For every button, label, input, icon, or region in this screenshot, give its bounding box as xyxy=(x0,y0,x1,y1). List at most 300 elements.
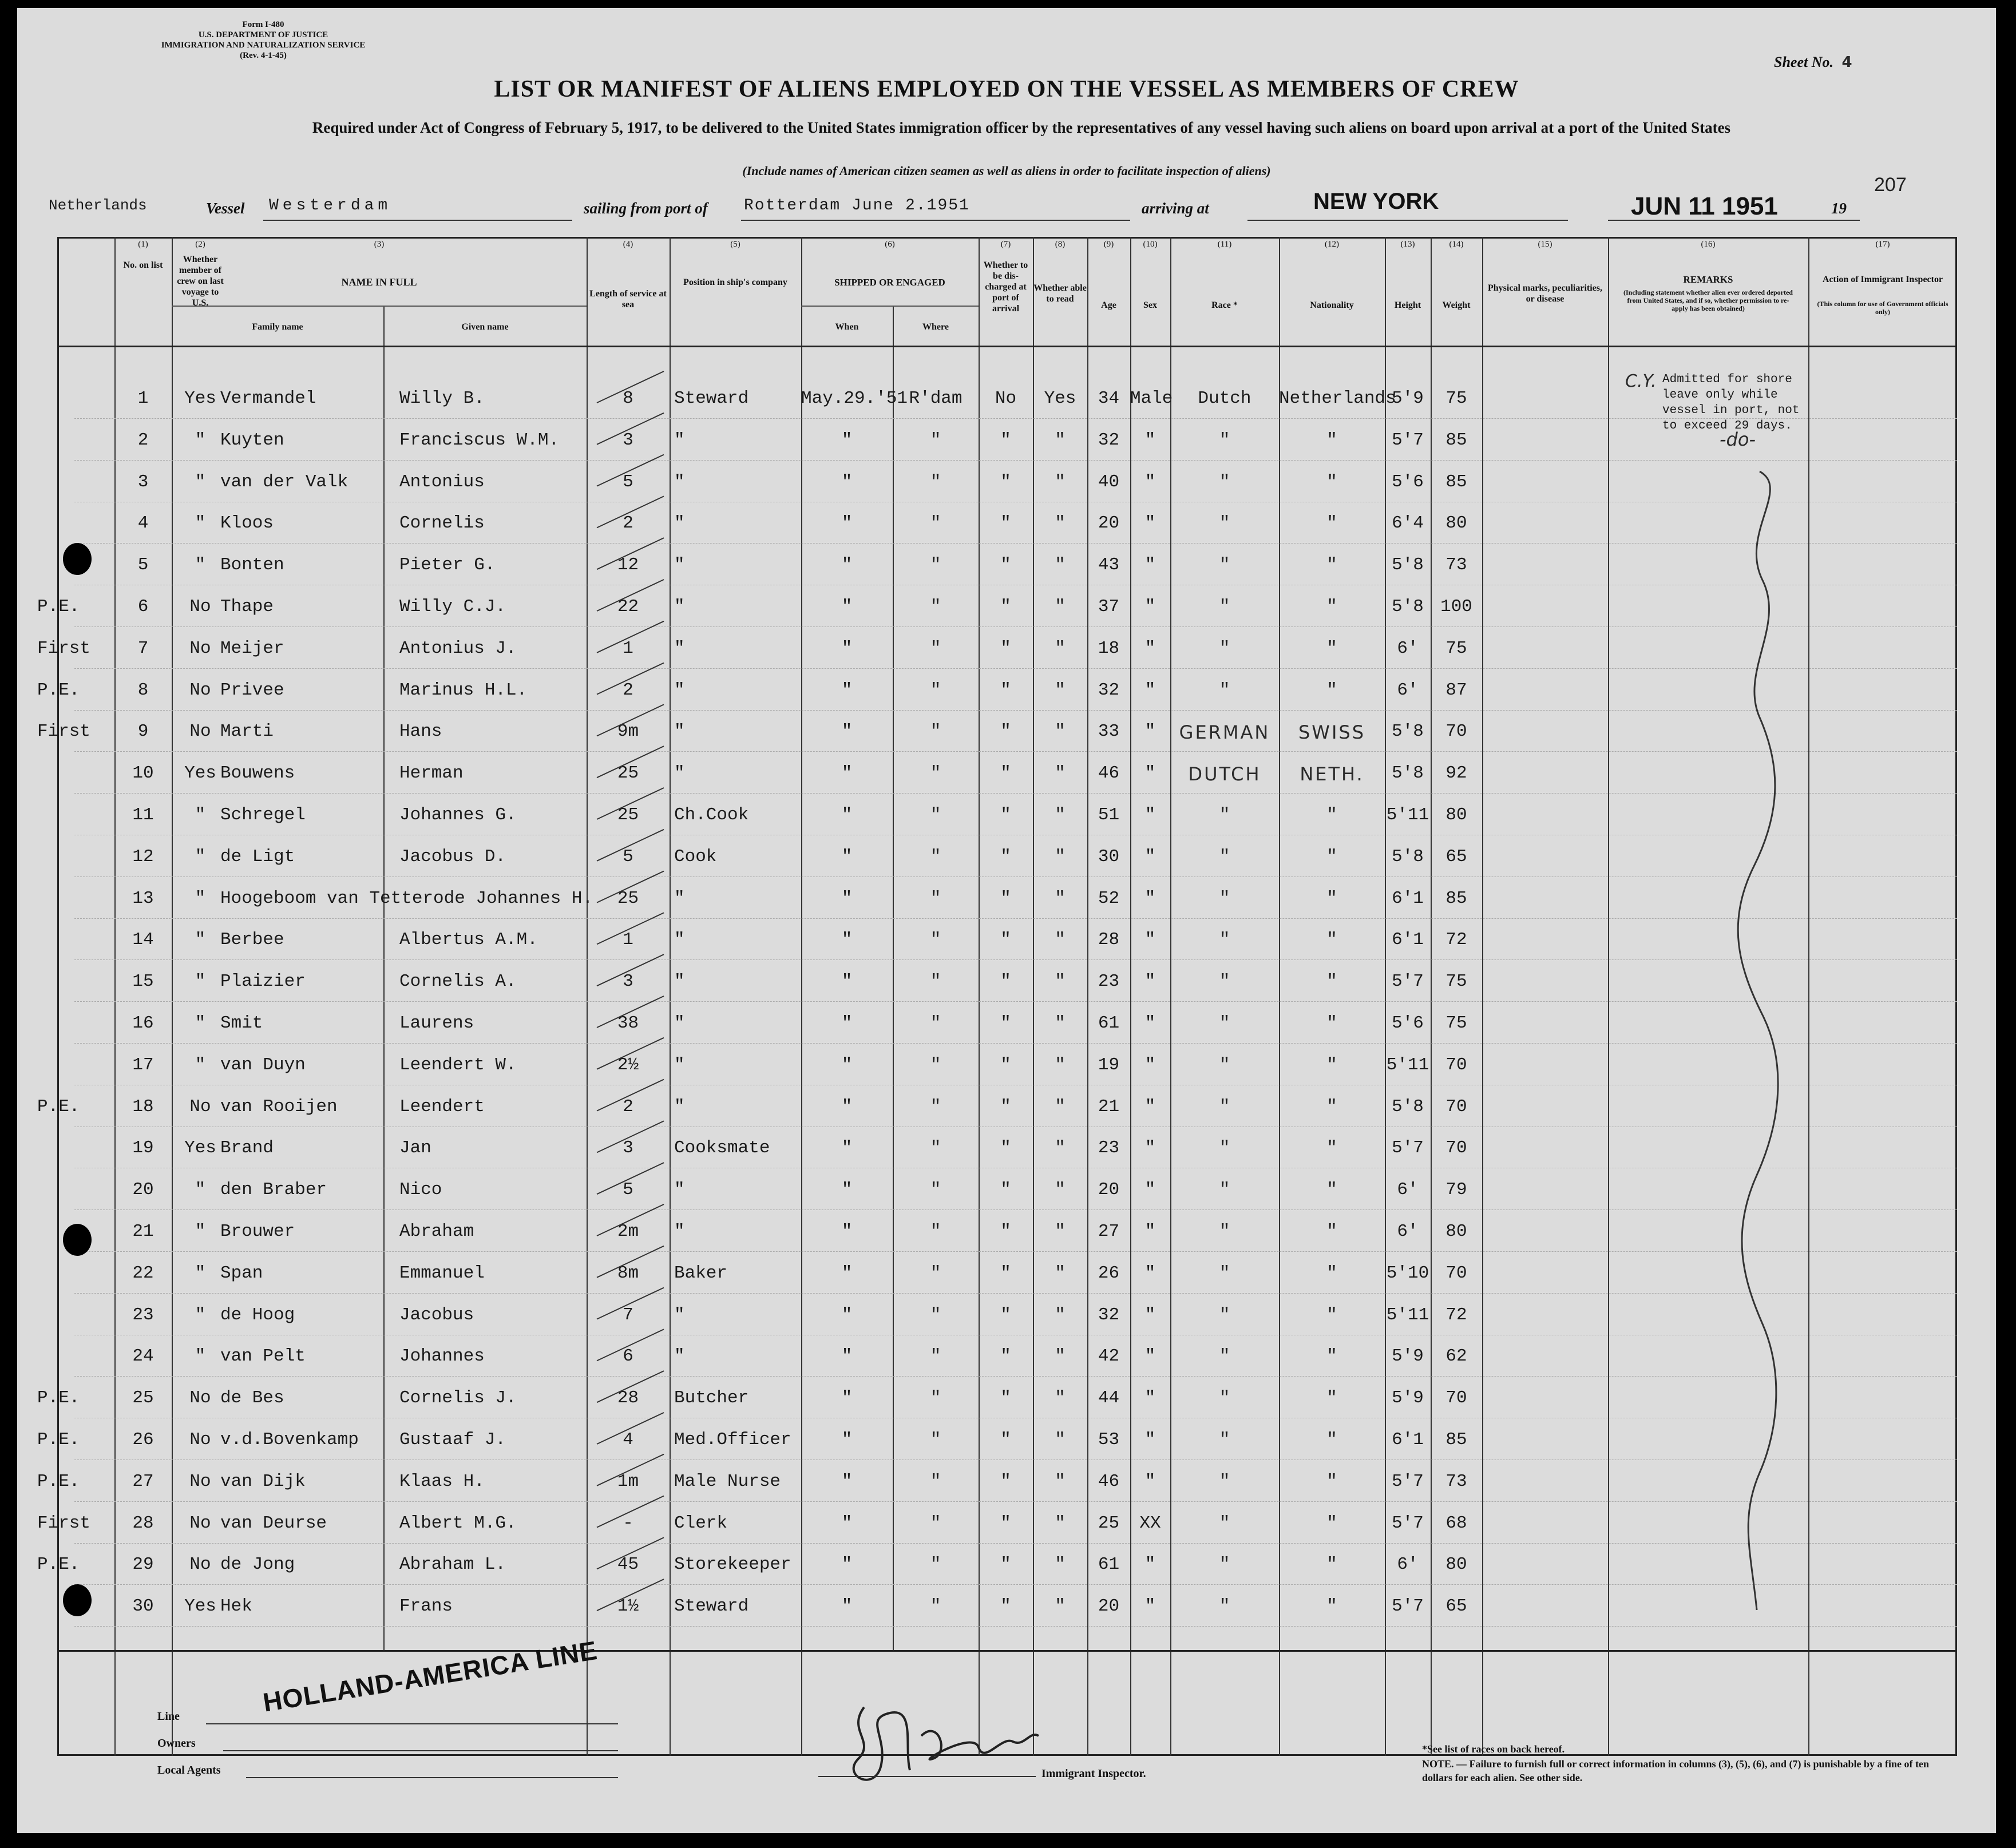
row-sex: " xyxy=(1144,1554,1156,1575)
row-sex: " xyxy=(1144,1263,1156,1283)
row-nationality: " xyxy=(1326,1388,1337,1409)
row-family-name: de Bes xyxy=(220,1388,284,1409)
row-position: " xyxy=(674,513,685,534)
row-length-service: 2m xyxy=(617,1222,639,1242)
row-shipped-when: " xyxy=(841,1346,853,1367)
row-length-service: 1 xyxy=(623,638,633,659)
row-shipped-when: " xyxy=(841,971,853,992)
row-member-last-voyage: No xyxy=(189,1430,211,1450)
row-race: " xyxy=(1219,930,1230,950)
check-mark xyxy=(597,1454,664,1486)
row-discharged: " xyxy=(1000,1138,1011,1159)
row-family-name: Brouwer xyxy=(220,1222,295,1242)
row-shipped-when: " xyxy=(841,471,853,492)
row-weight: 87 xyxy=(1445,680,1467,700)
row-able-to-read: " xyxy=(1055,430,1066,450)
row-able-to-read: " xyxy=(1055,1471,1066,1492)
row-note: P.E. xyxy=(37,1388,80,1409)
row-height: 5'10 xyxy=(1386,1263,1429,1283)
row-member-last-voyage: " xyxy=(195,555,206,576)
check-mark xyxy=(597,1038,664,1069)
row-discharged: " xyxy=(1000,1304,1011,1325)
row-guide-line xyxy=(74,460,1957,461)
row-note: First xyxy=(37,1513,91,1533)
check-mark xyxy=(597,371,664,403)
row-able-to-read: " xyxy=(1055,1304,1066,1325)
row-length-service: 8 xyxy=(623,388,633,409)
row-guide-line xyxy=(74,710,1957,711)
row-discharged: " xyxy=(1000,888,1011,909)
row-height: 5'8 xyxy=(1392,597,1424,617)
row-note: First xyxy=(37,721,91,742)
row-sex: " xyxy=(1144,471,1156,492)
row-family-name: van Duyn xyxy=(220,1054,306,1075)
row-nationality: " xyxy=(1326,1222,1337,1242)
row-member-last-voyage: No xyxy=(189,1471,211,1492)
row-age: 46 xyxy=(1098,763,1120,784)
row-weight: 70 xyxy=(1445,1096,1467,1117)
arrival-date-stamp: JUN 11 1951 xyxy=(1631,192,1778,220)
table-row xyxy=(17,721,1917,763)
row-number: 12 xyxy=(132,846,154,867)
page-title: LIST OR MANIFEST OF ALIENS EMPLOYED ON THE VESSEL AS MEMBERS OF CREW xyxy=(494,76,1519,102)
row-nationality: " xyxy=(1326,680,1337,700)
col-num-16: (16) xyxy=(1701,240,1716,249)
remarks-admitted-note: Admitted for shore leave only while vessel in port, not to exceed 29 days. xyxy=(1662,373,1800,433)
ditto-wavy-line xyxy=(1728,466,1797,1621)
row-family-name: den Braber xyxy=(220,1180,327,1200)
row-member-last-voyage: No xyxy=(189,638,211,659)
row-able-to-read: " xyxy=(1055,888,1066,909)
check-mark xyxy=(597,996,664,1028)
row-member-last-voyage: No xyxy=(189,597,211,617)
row-race: GERMAN xyxy=(1179,721,1270,744)
row-sex: " xyxy=(1144,971,1156,992)
row-number: 8 xyxy=(137,680,149,700)
row-member-last-voyage: No xyxy=(189,721,211,742)
row-race: " xyxy=(1219,471,1230,492)
row-guide-line xyxy=(74,959,1957,960)
row-guide-line xyxy=(74,1251,1957,1252)
row-given-name: Jacobus D. xyxy=(399,846,506,867)
row-sex: " xyxy=(1144,555,1156,576)
row-nationality: " xyxy=(1326,1554,1337,1575)
row-discharged: " xyxy=(1000,1388,1011,1409)
table-row xyxy=(17,1013,1917,1054)
row-member-last-voyage: " xyxy=(195,1263,206,1283)
row-able-to-read: " xyxy=(1055,1513,1066,1533)
row-able-to-read: " xyxy=(1055,721,1066,742)
row-height: 6' xyxy=(1397,1222,1419,1242)
row-guide-line xyxy=(74,1626,1957,1627)
row-nationality: " xyxy=(1326,1096,1337,1117)
row-shipped-when: " xyxy=(841,1013,853,1033)
row-shipped-where: " xyxy=(930,1013,941,1033)
row-position: " xyxy=(674,680,685,700)
row-weight: 75 xyxy=(1445,971,1467,992)
col-num-1: (1) xyxy=(138,240,148,249)
table-row xyxy=(17,1055,1917,1096)
row-discharged: " xyxy=(1000,1096,1011,1117)
row-given-name: Herman xyxy=(399,763,464,784)
row-shipped-where: " xyxy=(930,1471,941,1492)
row-weight: 65 xyxy=(1445,846,1467,867)
row-able-to-read: " xyxy=(1055,1180,1066,1200)
row-race: " xyxy=(1219,597,1230,617)
row-shipped-when: " xyxy=(841,1222,853,1242)
row-shipped-when: " xyxy=(841,513,853,534)
row-guide-line xyxy=(74,1001,1957,1002)
row-position: Med.Officer xyxy=(674,1430,791,1450)
sailing-underline xyxy=(741,220,1130,221)
row-age: 61 xyxy=(1098,1013,1120,1033)
row-race: " xyxy=(1219,1388,1230,1409)
row-weight: 73 xyxy=(1445,555,1467,576)
row-able-to-read: " xyxy=(1055,1013,1066,1033)
row-length-service: 2 xyxy=(623,513,633,534)
row-position: " xyxy=(674,721,685,742)
col-num-5: (5) xyxy=(730,240,740,249)
header-length-service: Length of service at sea xyxy=(589,289,667,310)
row-guide-line xyxy=(74,918,1957,919)
row-position: " xyxy=(674,1054,685,1075)
row-race: " xyxy=(1219,1346,1230,1367)
check-mark xyxy=(597,746,664,778)
row-discharged: " xyxy=(1000,513,1011,534)
table-row xyxy=(17,763,1917,804)
check-mark xyxy=(597,1329,664,1361)
row-shipped-where: " xyxy=(930,930,941,950)
row-weight: 70 xyxy=(1445,1054,1467,1075)
row-position: " xyxy=(674,638,685,659)
row-family-name: Hek xyxy=(220,1596,252,1617)
row-weight: 80 xyxy=(1445,1222,1467,1242)
row-length-service: 2 xyxy=(623,680,633,700)
row-discharged: " xyxy=(1000,1471,1011,1492)
row-length-service: - xyxy=(623,1513,633,1533)
footer-agents-underline xyxy=(246,1777,618,1778)
year-label: 19 xyxy=(1831,200,1847,217)
row-family-name: Kuyten xyxy=(220,430,284,450)
row-family-name: v.d.Bovenkamp xyxy=(220,1430,359,1450)
col-num-13: (13) xyxy=(1400,240,1415,249)
shipped-header-divider xyxy=(801,306,979,307)
row-note: P.E. xyxy=(37,1554,80,1575)
races-note: *See list of races on back hereof. xyxy=(1422,1743,1565,1755)
row-discharged: " xyxy=(1000,1513,1011,1533)
row-race: " xyxy=(1219,430,1230,450)
row-able-to-read: " xyxy=(1055,638,1066,659)
row-member-last-voyage: " xyxy=(195,471,206,492)
row-shipped-when: " xyxy=(841,1596,853,1617)
row-age: 23 xyxy=(1098,1138,1120,1159)
table-row xyxy=(17,1346,1917,1387)
row-able-to-read: " xyxy=(1055,1596,1066,1617)
check-mark xyxy=(597,788,664,819)
table-row xyxy=(17,1097,1917,1138)
col-num-8: (8) xyxy=(1055,240,1066,249)
row-number: 1 xyxy=(137,388,149,409)
row-nationality: " xyxy=(1326,638,1337,659)
row-family-name: van Rooijen xyxy=(220,1096,338,1117)
row-shipped-where: " xyxy=(930,1304,941,1325)
check-mark xyxy=(597,413,664,445)
row-length-service: 3 xyxy=(623,971,633,992)
check-mark xyxy=(597,1121,664,1152)
fine-note xyxy=(1422,1757,1960,1784)
row-guide-line xyxy=(74,793,1957,794)
row-age: 20 xyxy=(1098,1180,1120,1200)
row-able-to-read: " xyxy=(1055,1096,1066,1117)
row-height: 5'7 xyxy=(1392,1138,1424,1159)
row-sex: " xyxy=(1144,1222,1156,1242)
row-length-service: 7 xyxy=(623,1304,633,1325)
row-height: 5'9 xyxy=(1392,388,1424,409)
row-age: 32 xyxy=(1098,430,1120,450)
header-action-sub: (This column for use of Government officials only) xyxy=(1817,300,1948,316)
row-height: 5'11 xyxy=(1386,805,1429,825)
row-length-service: 2½ xyxy=(617,1054,639,1075)
row-family-name: van Dijk xyxy=(220,1471,306,1492)
row-length-service: 6 xyxy=(623,1346,633,1367)
row-discharged: " xyxy=(1000,1013,1011,1033)
row-number: 13 xyxy=(132,888,154,909)
row-note: P.E. xyxy=(37,1430,80,1450)
row-family-name: Bouwens xyxy=(220,763,295,784)
row-age: 19 xyxy=(1098,1054,1120,1075)
row-weight: 70 xyxy=(1445,1138,1467,1159)
row-shipped-when: " xyxy=(841,680,853,700)
row-able-to-read: " xyxy=(1055,763,1066,784)
row-race: DUTCH xyxy=(1188,763,1261,786)
table-row xyxy=(17,930,1917,971)
row-family-name: Vermandel xyxy=(220,388,316,409)
required-statement: Required under Act of Congress of February 5, 1917, to be delivered to the United States immigration officer by the representatives of any vessel having such aliens on board upon arrival at a port of the United States xyxy=(312,119,1731,136)
row-able-to-read: " xyxy=(1055,1346,1066,1367)
table-row xyxy=(17,1138,1917,1179)
col-num-10: (10) xyxy=(1143,240,1158,249)
row-guide-line xyxy=(74,1043,1957,1044)
row-sex: " xyxy=(1144,1388,1156,1409)
sheet-number xyxy=(1774,54,1852,71)
row-discharged: " xyxy=(1000,1596,1011,1617)
row-race: " xyxy=(1219,1430,1230,1450)
row-able-to-read: " xyxy=(1055,1263,1066,1283)
row-able-to-read: " xyxy=(1055,1138,1066,1159)
row-length-service: 9m xyxy=(617,721,639,742)
row-discharged: " xyxy=(1000,1054,1011,1075)
row-sex: " xyxy=(1144,721,1156,742)
row-weight: 72 xyxy=(1445,930,1467,950)
row-note: P.E. xyxy=(37,1471,80,1492)
row-given-name: Hans xyxy=(399,721,442,742)
check-mark xyxy=(597,1579,664,1611)
row-position: " xyxy=(674,555,685,576)
row-weight: 80 xyxy=(1445,513,1467,534)
row-nationality: NETH. xyxy=(1300,763,1364,786)
header-discharged: Whether to be dis- charged at port of arrival xyxy=(983,260,1028,314)
row-number: 6 xyxy=(137,597,149,617)
row-age: 23 xyxy=(1098,971,1120,992)
row-weight: 70 xyxy=(1445,721,1467,742)
row-number: 19 xyxy=(132,1138,154,1159)
row-shipped-when: " xyxy=(841,555,853,576)
row-nationality: " xyxy=(1326,555,1337,576)
row-shipped-when: " xyxy=(841,638,853,659)
row-able-to-read: " xyxy=(1055,680,1066,700)
row-given-name: Cornelis A. xyxy=(399,971,517,992)
header-weight: Weight xyxy=(1442,300,1471,310)
row-number: 2 xyxy=(137,430,149,450)
row-shipped-where: " xyxy=(930,513,941,534)
row-shipped-when: " xyxy=(841,1263,853,1283)
row-height: 5'9 xyxy=(1392,1346,1424,1367)
row-given-name: Willy C.J. xyxy=(399,597,506,617)
check-mark xyxy=(597,1204,664,1236)
row-member-last-voyage: " xyxy=(195,930,206,950)
form-identifier xyxy=(103,19,423,61)
table-row xyxy=(17,597,1917,638)
row-weight: 68 xyxy=(1445,1513,1467,1533)
row-nationality: SWISS xyxy=(1298,721,1365,744)
row-position: Steward xyxy=(674,1596,749,1617)
row-position: Clerk xyxy=(674,1513,728,1533)
row-family-name: Schregel xyxy=(220,805,306,825)
remarks-ditto: -do- xyxy=(1720,429,1756,450)
row-weight: 75 xyxy=(1445,638,1467,659)
row-height: 6' xyxy=(1397,638,1419,659)
row-member-last-voyage: Yes xyxy=(184,388,216,409)
row-guide-line xyxy=(74,1543,1957,1544)
row-member-last-voyage: No xyxy=(189,1513,211,1533)
row-length-service: 1m xyxy=(617,1471,639,1492)
row-shipped-where: " xyxy=(930,1430,941,1450)
row-length-service: 3 xyxy=(623,1138,633,1159)
row-length-service: 5 xyxy=(623,1180,633,1200)
row-age: 40 xyxy=(1098,471,1120,492)
check-mark xyxy=(597,704,664,736)
row-number: 18 xyxy=(132,1096,154,1117)
row-number: 17 xyxy=(132,1054,154,1075)
row-position: Cook xyxy=(674,846,717,867)
row-sex: " xyxy=(1144,1180,1156,1200)
arriving-underline xyxy=(1247,220,1568,221)
row-given-name: Pieter G. xyxy=(399,555,496,576)
row-shipped-where: " xyxy=(930,680,941,700)
row-position: " xyxy=(674,1304,685,1325)
row-position: " xyxy=(674,1180,685,1200)
row-number: 10 xyxy=(132,763,154,784)
row-shipped-where: " xyxy=(930,555,941,576)
row-age: 18 xyxy=(1098,638,1120,659)
row-age: 52 xyxy=(1098,888,1120,909)
row-shipped-when: " xyxy=(841,1096,853,1117)
vessel-underline xyxy=(263,220,572,221)
row-shipped-where: " xyxy=(930,1513,941,1533)
row-nationality: " xyxy=(1326,1471,1337,1492)
row-height: 6'4 xyxy=(1392,513,1424,534)
row-given-name: Leendert W. xyxy=(399,1054,517,1075)
row-guide-line xyxy=(74,668,1957,669)
row-position: " xyxy=(674,888,685,909)
row-able-to-read: " xyxy=(1055,1388,1066,1409)
row-shipped-where: " xyxy=(930,471,941,492)
row-guide-line xyxy=(74,1293,1957,1294)
row-race: " xyxy=(1219,805,1230,825)
row-guide-line xyxy=(74,1584,1957,1585)
row-position: " xyxy=(674,971,685,992)
row-given-name: Abraham L. xyxy=(399,1554,506,1575)
row-shipped-when: " xyxy=(841,1513,853,1533)
row-height: 6'1 xyxy=(1392,930,1424,950)
table-row xyxy=(17,1305,1917,1346)
row-height: 5'7 xyxy=(1392,971,1424,992)
footer-owners-label: Owners xyxy=(157,1737,196,1750)
row-member-last-voyage: Yes xyxy=(184,1596,216,1617)
col-num-4: (4) xyxy=(623,240,633,249)
row-given-name: Marinus H.L. xyxy=(399,680,528,700)
footer-agents-label: Local Agents xyxy=(157,1764,221,1776)
row-able-to-read: " xyxy=(1055,471,1066,492)
row-member-last-voyage: " xyxy=(195,430,206,450)
include-note: (Include names of American citizen seamen as well as aliens in order to facilitate inspection of aliens) xyxy=(742,164,1271,178)
row-height: 5'11 xyxy=(1386,1054,1429,1075)
table-row xyxy=(17,680,1917,721)
row-guide-line xyxy=(74,1209,1957,1210)
row-nationality: " xyxy=(1326,971,1337,992)
row-length-service: 3 xyxy=(623,430,633,450)
header-given-name: Given name xyxy=(461,322,509,332)
row-member-last-voyage: " xyxy=(195,1054,206,1075)
row-family-name: Thape xyxy=(220,597,274,617)
row-sex: " xyxy=(1144,930,1156,950)
arriving-port: NEW YORK xyxy=(1313,189,1439,214)
row-height: 6'1 xyxy=(1392,888,1424,909)
table-row xyxy=(17,430,1917,471)
row-age: 46 xyxy=(1098,1471,1120,1492)
row-member-last-voyage: " xyxy=(195,805,206,825)
row-nationality: " xyxy=(1326,888,1337,909)
row-nationality: " xyxy=(1326,1054,1337,1075)
row-shipped-when: " xyxy=(841,1430,853,1450)
row-height: 5'8 xyxy=(1392,555,1424,576)
row-sex: " xyxy=(1144,1138,1156,1159)
row-age: 53 xyxy=(1098,1430,1120,1450)
row-age: 20 xyxy=(1098,513,1120,534)
row-given-name: Jan xyxy=(399,1138,431,1159)
row-shipped-where: " xyxy=(930,721,941,742)
form-number: Form I-480 xyxy=(242,20,284,29)
row-family-name: Bonten xyxy=(220,555,284,576)
row-sex: " xyxy=(1144,1013,1156,1033)
row-height: 5'6 xyxy=(1392,471,1424,492)
row-age: 21 xyxy=(1098,1096,1120,1117)
row-race: " xyxy=(1219,1513,1230,1533)
row-shipped-where: " xyxy=(930,888,941,909)
row-note: P.E. xyxy=(37,680,80,700)
row-number: 11 xyxy=(132,805,154,825)
row-family-name: Berbee xyxy=(220,930,284,950)
table-row xyxy=(17,472,1917,513)
row-position: " xyxy=(674,1013,685,1033)
service-name: IMMIGRATION AND NATURALIZATION SERVICE xyxy=(161,41,366,50)
row-guide-line xyxy=(74,751,1957,752)
row-given-name: Albert M.G. xyxy=(399,1513,517,1533)
header-action-inspector: Action of Immigrant Inspector xyxy=(1822,275,1943,284)
row-number: 26 xyxy=(132,1430,154,1450)
holland-america-stamp: HOLLAND-AMERICA LINE xyxy=(260,1635,600,1718)
row-race: Dutch xyxy=(1198,388,1251,409)
